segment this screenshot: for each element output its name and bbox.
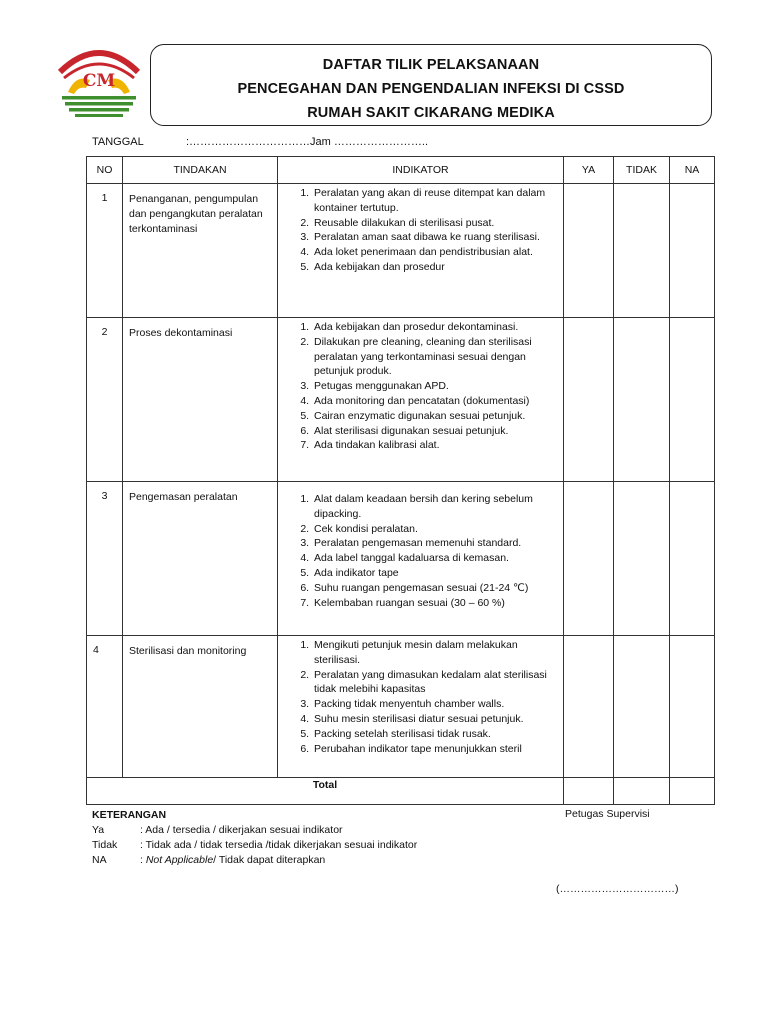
tidak-cell[interactable] xyxy=(614,318,670,482)
row-indikator xyxy=(278,184,564,318)
row-number: 2 xyxy=(87,318,123,482)
checklist-table xyxy=(86,156,715,805)
indikator-item: 4. Ada loket penerimaan dan pendistribusian alat. xyxy=(312,245,557,260)
indikator-list xyxy=(284,320,557,453)
indikator-item: 4. Ada label tanggal kadaluarsa di kemasan. xyxy=(312,551,557,566)
title-line-2: PENCEGAHAN DAN PENGENDALIAN INFEKSI DI CSSD xyxy=(237,81,625,97)
hospital-logo xyxy=(56,40,142,120)
na-cell[interactable] xyxy=(670,636,715,778)
keterangan-colon: : xyxy=(140,854,146,866)
logo-emblem-icon xyxy=(56,40,142,120)
indikator-item: 6. Suhu ruangan pengemasan sesuai (21-24 ℃) xyxy=(312,581,557,596)
na-cell[interactable] xyxy=(670,318,715,482)
indikator-item: 1. Ada kebijakan dan prosedur dekontaminasi. xyxy=(312,320,557,335)
na-cell[interactable] xyxy=(670,482,715,636)
row-number: 3 xyxy=(87,482,123,636)
header-indikator: INDIKATOR xyxy=(278,157,564,184)
indikator-item: 1. Peralatan yang akan di reuse ditempat kan dalam kontainer tertutup. xyxy=(312,186,557,216)
row-indikator xyxy=(278,636,564,778)
supervisor-signature-field[interactable]: (……………………………) xyxy=(556,883,679,895)
row-number: 1 xyxy=(87,184,123,318)
tidak-cell[interactable] xyxy=(614,482,670,636)
keterangan-na-rest: / Tidak dapat diterapkan xyxy=(213,854,326,866)
indikator-item: 2. Peralatan yang dimasukan kedalam alat sterilisasi tidak melebihi kapasitas xyxy=(312,668,557,698)
keterangan-heading: KETERANGAN xyxy=(92,809,167,821)
indikator-item: 5. Ada indikator tape xyxy=(312,566,557,581)
indikator-item: 3. Peralatan pengemasan memenuhi standard. xyxy=(312,536,557,551)
indikator-item: 5. Packing setelah sterilisasi tidak rusak. xyxy=(312,727,557,742)
row-tindakan: Pengemasan peralatan xyxy=(123,482,278,636)
table-row xyxy=(87,184,715,318)
row-indikator xyxy=(278,482,564,636)
tidak-cell[interactable] xyxy=(614,184,670,318)
indikator-list xyxy=(284,186,557,275)
keterangan-item-ya xyxy=(92,823,417,838)
keterangan-key: Ya xyxy=(92,824,105,836)
keterangan-key: NA xyxy=(92,854,107,866)
header-tidak: TIDAK xyxy=(614,157,670,184)
total-na-cell[interactable] xyxy=(670,778,715,805)
keterangan-section xyxy=(92,808,417,868)
indikator-item: 1. Mengikuti petunjuk mesin dalam melakukan sterilisasi. xyxy=(312,638,557,668)
indikator-item: 2. Cek kondisi peralatan. xyxy=(312,522,557,537)
title-line-1: DAFTAR TILIK PELAKSANAAN xyxy=(322,57,540,73)
table-row xyxy=(87,636,715,778)
header-na: NA xyxy=(670,157,715,184)
ya-cell[interactable] xyxy=(564,636,614,778)
indikator-item: 7. Kelembaban ruangan sesuai (30 – 60 %) xyxy=(312,596,557,611)
document-title-box xyxy=(150,44,712,126)
row-tindakan: Sterilisasi dan monitoring xyxy=(123,636,278,778)
keterangan-na-italic: Not Applicable xyxy=(145,854,214,866)
indikator-item: 2. Dilakukan pre cleaning, cleaning dan sterilisasi peralatan yang terkontaminasi sesuai dengan petunjuk produk. xyxy=(312,335,557,379)
row-indikator xyxy=(278,318,564,482)
na-cell[interactable] xyxy=(670,184,715,318)
total-row xyxy=(87,778,715,805)
row-tindakan: Proses dekontaminasi xyxy=(123,318,278,482)
total-ya-cell[interactable] xyxy=(564,778,614,805)
indikator-list xyxy=(284,638,557,756)
supervisor-label: Petugas Supervisi xyxy=(565,808,650,820)
indikator-item: 3. Peralatan aman saat dibawa ke ruang sterilisasi. xyxy=(312,230,557,245)
keterangan-value: : Tidak ada / tidak tersedia /tidak dikerjakan sesuai indikator xyxy=(140,839,418,851)
row-tindakan: Penanganan, pengumpulan dan pengangkutan peralatan terkontaminasi xyxy=(123,184,278,318)
indikator-list xyxy=(284,492,557,610)
indikator-item: 3. Packing tidak menyentuh chamber walls. xyxy=(312,697,557,712)
indikator-item: 6. Alat sterilisasi digunakan sesuai petunjuk. xyxy=(312,424,557,439)
indikator-item: 4. Suhu mesin sterilisasi diatur sesuai petunjuk. xyxy=(312,712,557,727)
ya-cell[interactable] xyxy=(564,184,614,318)
indikator-item: 7. Ada tindakan kalibrasi alat. xyxy=(312,438,557,453)
header-tindakan: TINDAKAN xyxy=(123,157,278,184)
ya-cell[interactable] xyxy=(564,482,614,636)
header-no: NO xyxy=(87,157,123,184)
indikator-item: 5. Cairan enzymatic digunakan sesuai petunjuk. xyxy=(312,409,557,424)
keterangan-key: Tidak xyxy=(92,839,118,851)
table-row xyxy=(87,482,715,636)
tidak-cell[interactable] xyxy=(614,636,670,778)
logo-text: CM xyxy=(82,71,116,91)
title-line-3: RUMAH SAKIT CIKARANG MEDIKA xyxy=(307,105,555,121)
indikator-item: 4. Ada monitoring dan pencatatan (dokumentasi) xyxy=(312,394,557,409)
keterangan-value: : Ada / tersedia / dikerjakan sesuai indikator xyxy=(140,824,343,836)
date-label: TANGGAL xyxy=(92,136,144,148)
indikator-item: 1. Alat dalam keadaan bersih dan kering sebelum dipacking. xyxy=(312,492,557,522)
keterangan-item-tidak xyxy=(92,838,417,853)
keterangan-item-na xyxy=(92,853,417,868)
table-header-row xyxy=(87,157,715,184)
date-time-field[interactable]: :……………………………Jam …………………….. xyxy=(186,136,429,148)
row-number: 4 xyxy=(87,636,123,778)
table-row xyxy=(87,318,715,482)
indikator-item: 3. Petugas menggunakan APD. xyxy=(312,379,557,394)
indikator-item: 2. Reusable dilakukan di sterilisasi pusat. xyxy=(312,216,557,231)
indikator-item: 5. Ada kebijakan dan prosedur xyxy=(312,260,557,275)
indikator-item: 6. Perubahan indikator tape menunjukkan steril xyxy=(312,742,557,757)
date-row xyxy=(92,136,428,148)
ya-cell[interactable] xyxy=(564,318,614,482)
header-ya: YA xyxy=(564,157,614,184)
total-label: Total xyxy=(87,778,564,805)
total-tidak-cell[interactable] xyxy=(614,778,670,805)
